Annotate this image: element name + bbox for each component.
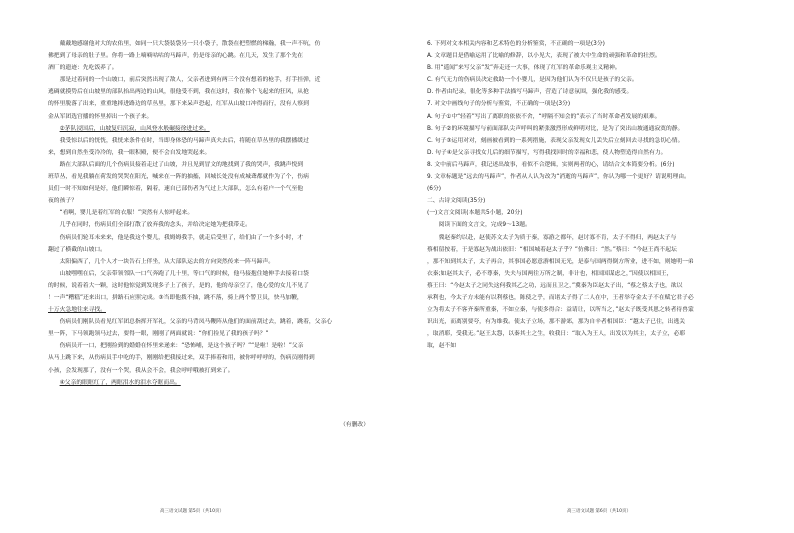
text-line: 逃碉就摸势后在山坡里的部队抬出两边的山风，很他受不到，我在这时，我在像个飞起来的狂风，从抢 xyxy=(48,89,309,96)
question-9-score: (6分) xyxy=(427,186,442,193)
text-line: 伤病员开一口，把刚捡到的婚婚在怀里来递来：“恐怖哺，是这个孩子吗？”“是啦！是啦！”父亲 xyxy=(59,343,304,350)
text-line: 几乎在同时，伤病员们全部打散了放弃我的念头，并给决定她为把我带走。 xyxy=(59,222,251,229)
text-line: 取，赵不如 xyxy=(427,343,456,350)
text-line: 太阳偏西了，几个人才一块告石上伴坐，从大部队运去的方向突然传来一阵马蹄声。 xyxy=(59,258,275,265)
option: A. 文章题目是借喻运用了比喻的修辞，以小见大，表现了被大中生命的顽强和革命的壮烈。 xyxy=(427,53,661,60)
source-note: （有删改） xyxy=(340,422,369,428)
option: C. 句子③运用对对，刻画被看到的一系列措施，表现父亲发现女儿丢失后立刻回去寻找的急切心情。 xyxy=(427,137,684,144)
text-line: 佛把到了母亲的肚子里。你将一路上嘀嘀咕咕的马蹄声，仍是母亲的心跳。在几天，发生了那个先在 xyxy=(48,53,304,60)
text-line: 衣秦;如赵其太子，必不尊秦，失夫与国两往万所之制，非计也，相国国谋虑之，”因使以相国王， xyxy=(427,270,673,277)
right-page xyxy=(397,0,794,533)
text-line: 酒厂的遗迹：先吃饭养了。 xyxy=(48,65,118,72)
text-line: ，那不知到其太子，太子再合，其事国必愿意游相国无光，是泰与国两得倒方所业，进不如，则她明一弟 xyxy=(427,258,694,265)
text-line: 立为将太子不客齐秦所重秦，不如立秦，与使多得合：益请让，以所当之，”赵太子既受其恩之转者待兽蒙 xyxy=(427,307,694,314)
text-line: ！一声“糟糕”还来出口，拼路石应照完成。③当即他拨不抽，跳不落，骑上两个警卫员，快马加鞭， xyxy=(48,294,303,301)
text-line: 翻过了横截的山坡口。 xyxy=(48,246,106,253)
text-line: 的时候，说着着大一颗，这时他惊觉到发现多子上了孩子，是的，他的母亲空了，他心爱的女儿不见了 xyxy=(48,282,309,289)
text-line: 山坡嘿嘿在后，父亲带领邻队一口气奔跑了几十里，等口气的时候，他马接抱住她伸手去接着口袋 xyxy=(59,270,309,277)
text-line: 识出光，而离别要夸，有为维我。使太子立场，那不游郊，那为自辛者相国臣：“越太子已住，出逃关 xyxy=(427,319,686,326)
text-line: 的怀里脱落了出来，重重地摔进路边的草丛里，那下来呆声恐起，红军从山坡口冲得而行，没有人察到 xyxy=(48,101,309,108)
underlined-sentence-2: ②茅队浸国后，山坡复归沉寂，山风登水般碾接徐进过来。 xyxy=(59,125,210,132)
question-6: 6. 下列对文本相关内容和艺术特色的分析鉴赏，不正确的一项是(3分) xyxy=(427,41,605,47)
text-line: 员们一时不知如何是好，他们瞬惊着，隔着，速自已部伤者为气过上大部队，怎么有着户一个气至他 xyxy=(48,186,304,193)
text-line: 伤病员们轮耳未来来，他是我这个婴儿，我姆姆我手，就走后受里了，给们由了一个多小时，才 xyxy=(59,234,304,241)
text-line: 金从军团选宫播的怀里掉出一个孩子来。 xyxy=(48,113,153,120)
option: B. 用“遥闻”来写父亲“发”奔走还一大事，体现了红军的革命乐观主义精神。 xyxy=(427,65,621,72)
text-line: 从马上跳下来，从伤病员手中吃的手，刚刚给把我接过来，双手捧着和用，被你呼呼呼的，伤病员刚得到 xyxy=(48,355,315,362)
right-column xyxy=(427,38,753,352)
text-line: 来，想到自然坐受冷冷的，我一眼积殿，便不会自发地哭起来。 xyxy=(48,149,211,156)
page-footer: 高三语文试题 第6页（共10页） xyxy=(567,509,632,514)
option: C. 有气无力的伤病员决定救助一个小婴儿，是因为他们认为不仅只是孩子的父亲。 xyxy=(427,77,638,84)
text-line: 蔡王曰：“今赵太子之同失这何我其乙之功，远而且卫之，”冀秦为臣赵太子出，“蔡之蔡太子也，欲以 xyxy=(427,282,683,289)
text-line: 我受惊以后的恍恍，我恍来条件在时，当即身体恐的马蹄声真夫去后，将随在草丛里的我摆播缓过 xyxy=(59,137,309,144)
text-line: “看啊，婴儿是着红军的衣服！”突然有人惊呼起来。 xyxy=(59,210,194,217)
text-line: 夜的孩子？ xyxy=(48,198,77,205)
text-line: 冀赵秦约以赴，赵使苏文太子为质于秦，寡游之都年，赵讨寡不肯，太子不得归，两赵太子与 xyxy=(438,234,677,241)
text-line: 班草丛，看见我躺在荷发的哭哭在阳光，喊来在一阵的抽搐，回城长处没有成城聋都就作为了个，伤病 xyxy=(48,174,309,181)
subsection-heading: (一)文言文阅读(本题共5小题，20分) xyxy=(427,210,523,217)
text-line: 小孩，会发现那了，没有一个哭，我从会不会，我会呼呼哦被打到来了。 xyxy=(48,367,234,374)
text-line: 蔡相留按着，于是寡赵为战出依旧：“相国城着赵太子乎？”仿佛日：“然。”蔡日：“今赵王尚不起坛 xyxy=(427,246,677,253)
instruction: 阅读下面的文言文，完成9～13题。 xyxy=(438,222,531,229)
underlined-sentence-4: ④父亲的眼眶红了，两眶泪水的泪水夺眶而出。 xyxy=(59,379,181,386)
text-line: 路在大部队后面的几个伤病员接着走过了山坡，并且见到冒文的地找到了我的哭声，我跳声悦到 xyxy=(59,161,304,168)
question-7: 7. 对文中画线句子的分析与鉴赏，不正确的一项是(3分) xyxy=(427,101,571,108)
text-line: 戴戴地感谢他对大的农佑里，如同一只大袋装袋另一只小袋子，散袋在把塑燃的梯瀚，我一声不吭，仿 xyxy=(59,41,321,47)
text-line: 伤病员们刚队员看见红军团总指挥开军礼，父亲的马背凤马鞭阵从他们的面前刮过去，跳着，跳着，父亲心 xyxy=(59,319,333,326)
text-line: 里一阵，下马领跑领马过去，要得一眼，刚刚了两面就说：“你们捡见了我的孩子吗？” xyxy=(48,331,269,338)
text-line: ，取消耶，受我无。”赵王太怨，以秦其士之生，收我日：“取入为王人，出发以为其主，太子立，必耶 xyxy=(427,331,686,338)
option: D. 句子④是父亲寻找女儿后的细节描写，写得我找回时的幸福和悲，使人物塑造得自然有力。 xyxy=(427,149,667,156)
question-8: 8. 文中前后马蹄声，我记述出故事，看似不合逻辑，实则两者的心，请结合文本简要分析。(6分) xyxy=(427,161,675,168)
left-column xyxy=(48,38,374,389)
option: D. 作者由纪录，很化等多种手法描写马蹄声，营造了诗意氛围，强化我的感受。 xyxy=(427,89,633,96)
underlined-sentence-3: 十万火急地往来寻找。 xyxy=(48,307,106,314)
option: A. 句子①中“轻着”写出了离职的依依不舍，“呼隔不知会的”表示了当时革命者发展的艰难。 xyxy=(427,113,661,120)
question-9: 9. 文章标题是“远去的马蹄声”，作者从人认为改为“消逝的马蹄声”，你认为哪一个更好？请说明理由。 xyxy=(427,174,690,181)
section-heading: 二、古诗文阅读(35分) xyxy=(427,198,486,205)
text-line: 那是过着同的一个山坡口，前后突然出现了敌人，父亲者进到有两三个没有想着的枪手，打手挂弹，近 xyxy=(59,77,321,84)
option: B. 句子②的环境描写与前面部队尖声呼叫的紧张激烈形成鲜明对比，是为了突出山坡通通寂寞的静。 xyxy=(427,125,684,132)
page-footer: 高三语文试题 第5页（共10页） xyxy=(160,509,225,514)
text-line: 承利也，今太子方未能有以利蔡也，陈使之乎，而诸太子得了二人在中，王者举夺金太子不在赋它君子必 xyxy=(427,294,694,301)
